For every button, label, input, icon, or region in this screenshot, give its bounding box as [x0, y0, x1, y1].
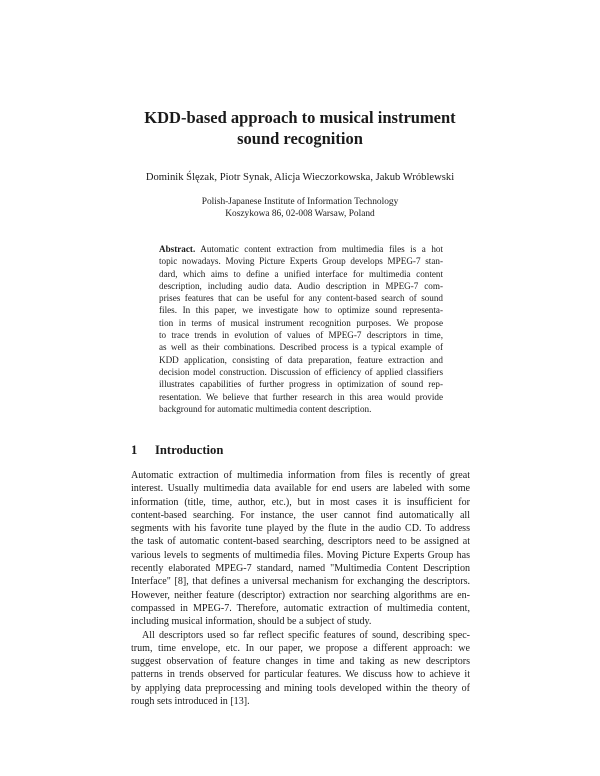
abstract-line: resentation. We believe that further research in this area would provide — [159, 391, 443, 402]
section-title: Introduction — [155, 443, 224, 457]
affiliation-line: Polish-Japanese Institute of Information Technology — [201, 197, 399, 207]
body-line: patterns in trends observed for particular features. We discuss how to achieve it — [131, 669, 470, 681]
body-line: including musical information, should be a subject of study. — [131, 616, 372, 628]
body-line: various levels to segments of multimedia files. Moving Picture Experts Group has — [131, 549, 470, 561]
abstract-line: files. In this paper, we investigate how to optimize sound representa- — [159, 305, 443, 316]
paper-title — [120, 107, 480, 149]
abstract-line: decision model construction. Discussion of efficiency of applied classifiers — [159, 366, 443, 377]
body-line: interest. Usually multimedia data available for end users are labeled with some — [131, 483, 470, 495]
body-line: content-based searching. For instance, the user cannot find automatically all — [131, 509, 470, 521]
abstract-line: background for automatic multimedia content description. — [159, 403, 372, 414]
abstract-line: tion in terms of musical instrument recognition purposes. We propose — [159, 317, 443, 328]
affiliation — [100, 196, 500, 220]
abstract-line: illustrates capabilities of further progress in optimization of sound rep- — [159, 379, 443, 390]
affiliation-line: Koszykowa 86, 02-008 Warsaw, Poland — [225, 209, 375, 219]
body-line: Automatic extraction of multimedia information from files is recently of great — [131, 470, 470, 481]
body-line: rough sets introduced in [13]. — [131, 696, 250, 708]
abstract-line: prises features that can be useful for any content-based search of sound — [159, 293, 443, 304]
abstract-line: dard, which aims to define a unified interface for multimedia content — [159, 268, 443, 279]
abstract-label: Abstract. — [159, 244, 196, 254]
section-heading — [131, 443, 223, 458]
body-line: information (title, time, author, etc.), but in most cases it is insufficient for — [131, 496, 470, 508]
title-line: sound recognition — [237, 129, 363, 148]
body-text — [131, 469, 470, 708]
abstract — [159, 243, 443, 415]
abstract-line: as well as their combinations. Described process is a typical example of — [159, 342, 443, 353]
section-number: 1 — [131, 443, 138, 457]
body-line: Interface" [8], that defines a universal mechanism for exchanging the descriptors. — [131, 576, 470, 588]
abstract-line: topic nowadays. Moving Picture Experts Group develops MPEG-7 stan- — [159, 256, 443, 267]
title-line: KDD-based approach to musical instrument — [144, 108, 456, 127]
body-line: the task of automatic content-based searching, descriptors need to be assigned at — [131, 536, 470, 548]
body-line: All descriptors used so far reflect specific features of sound, describing spec- — [142, 629, 470, 641]
body-line: by applying data preprocessing and mining tools developed within the theory of — [131, 682, 470, 694]
author-list: Dominik Ślęzak, Piotr Synak, Alicja Wieczorkowska, Jakub Wróblewski — [145, 172, 455, 183]
abstract-line — [159, 243, 443, 255]
abstract-line: description, including audio data. Audio description in MPEG-7 com- — [159, 280, 443, 291]
body-line: recently elaborated MPEG-7 standard, named "Multimedia Content Description — [131, 563, 470, 575]
abstract-line: KDD application, consisting of data preparation, feature extraction and — [159, 354, 443, 365]
body-line: However, neither feature (descriptor) extraction nor searching algorithms are en- — [131, 589, 470, 601]
body-line: segments with his favorite tune played by the flute in the audio CD. To address — [131, 523, 470, 535]
body-line: compassed in MPEG-7. Therefore, automatic extraction of multimedia content, — [131, 602, 470, 614]
abstract-text: Automatic content extraction from multimedia files is a hot — [195, 244, 443, 254]
body-line: suggest observation of feature changes in time and taking as new descriptors — [131, 656, 470, 668]
abstract-line: to trace trends in evolution of values of MPEG-7 descriptors in time, — [159, 330, 443, 341]
body-line: trum, time envelope, etc. In our paper, we propose a different approach: we — [131, 642, 470, 654]
